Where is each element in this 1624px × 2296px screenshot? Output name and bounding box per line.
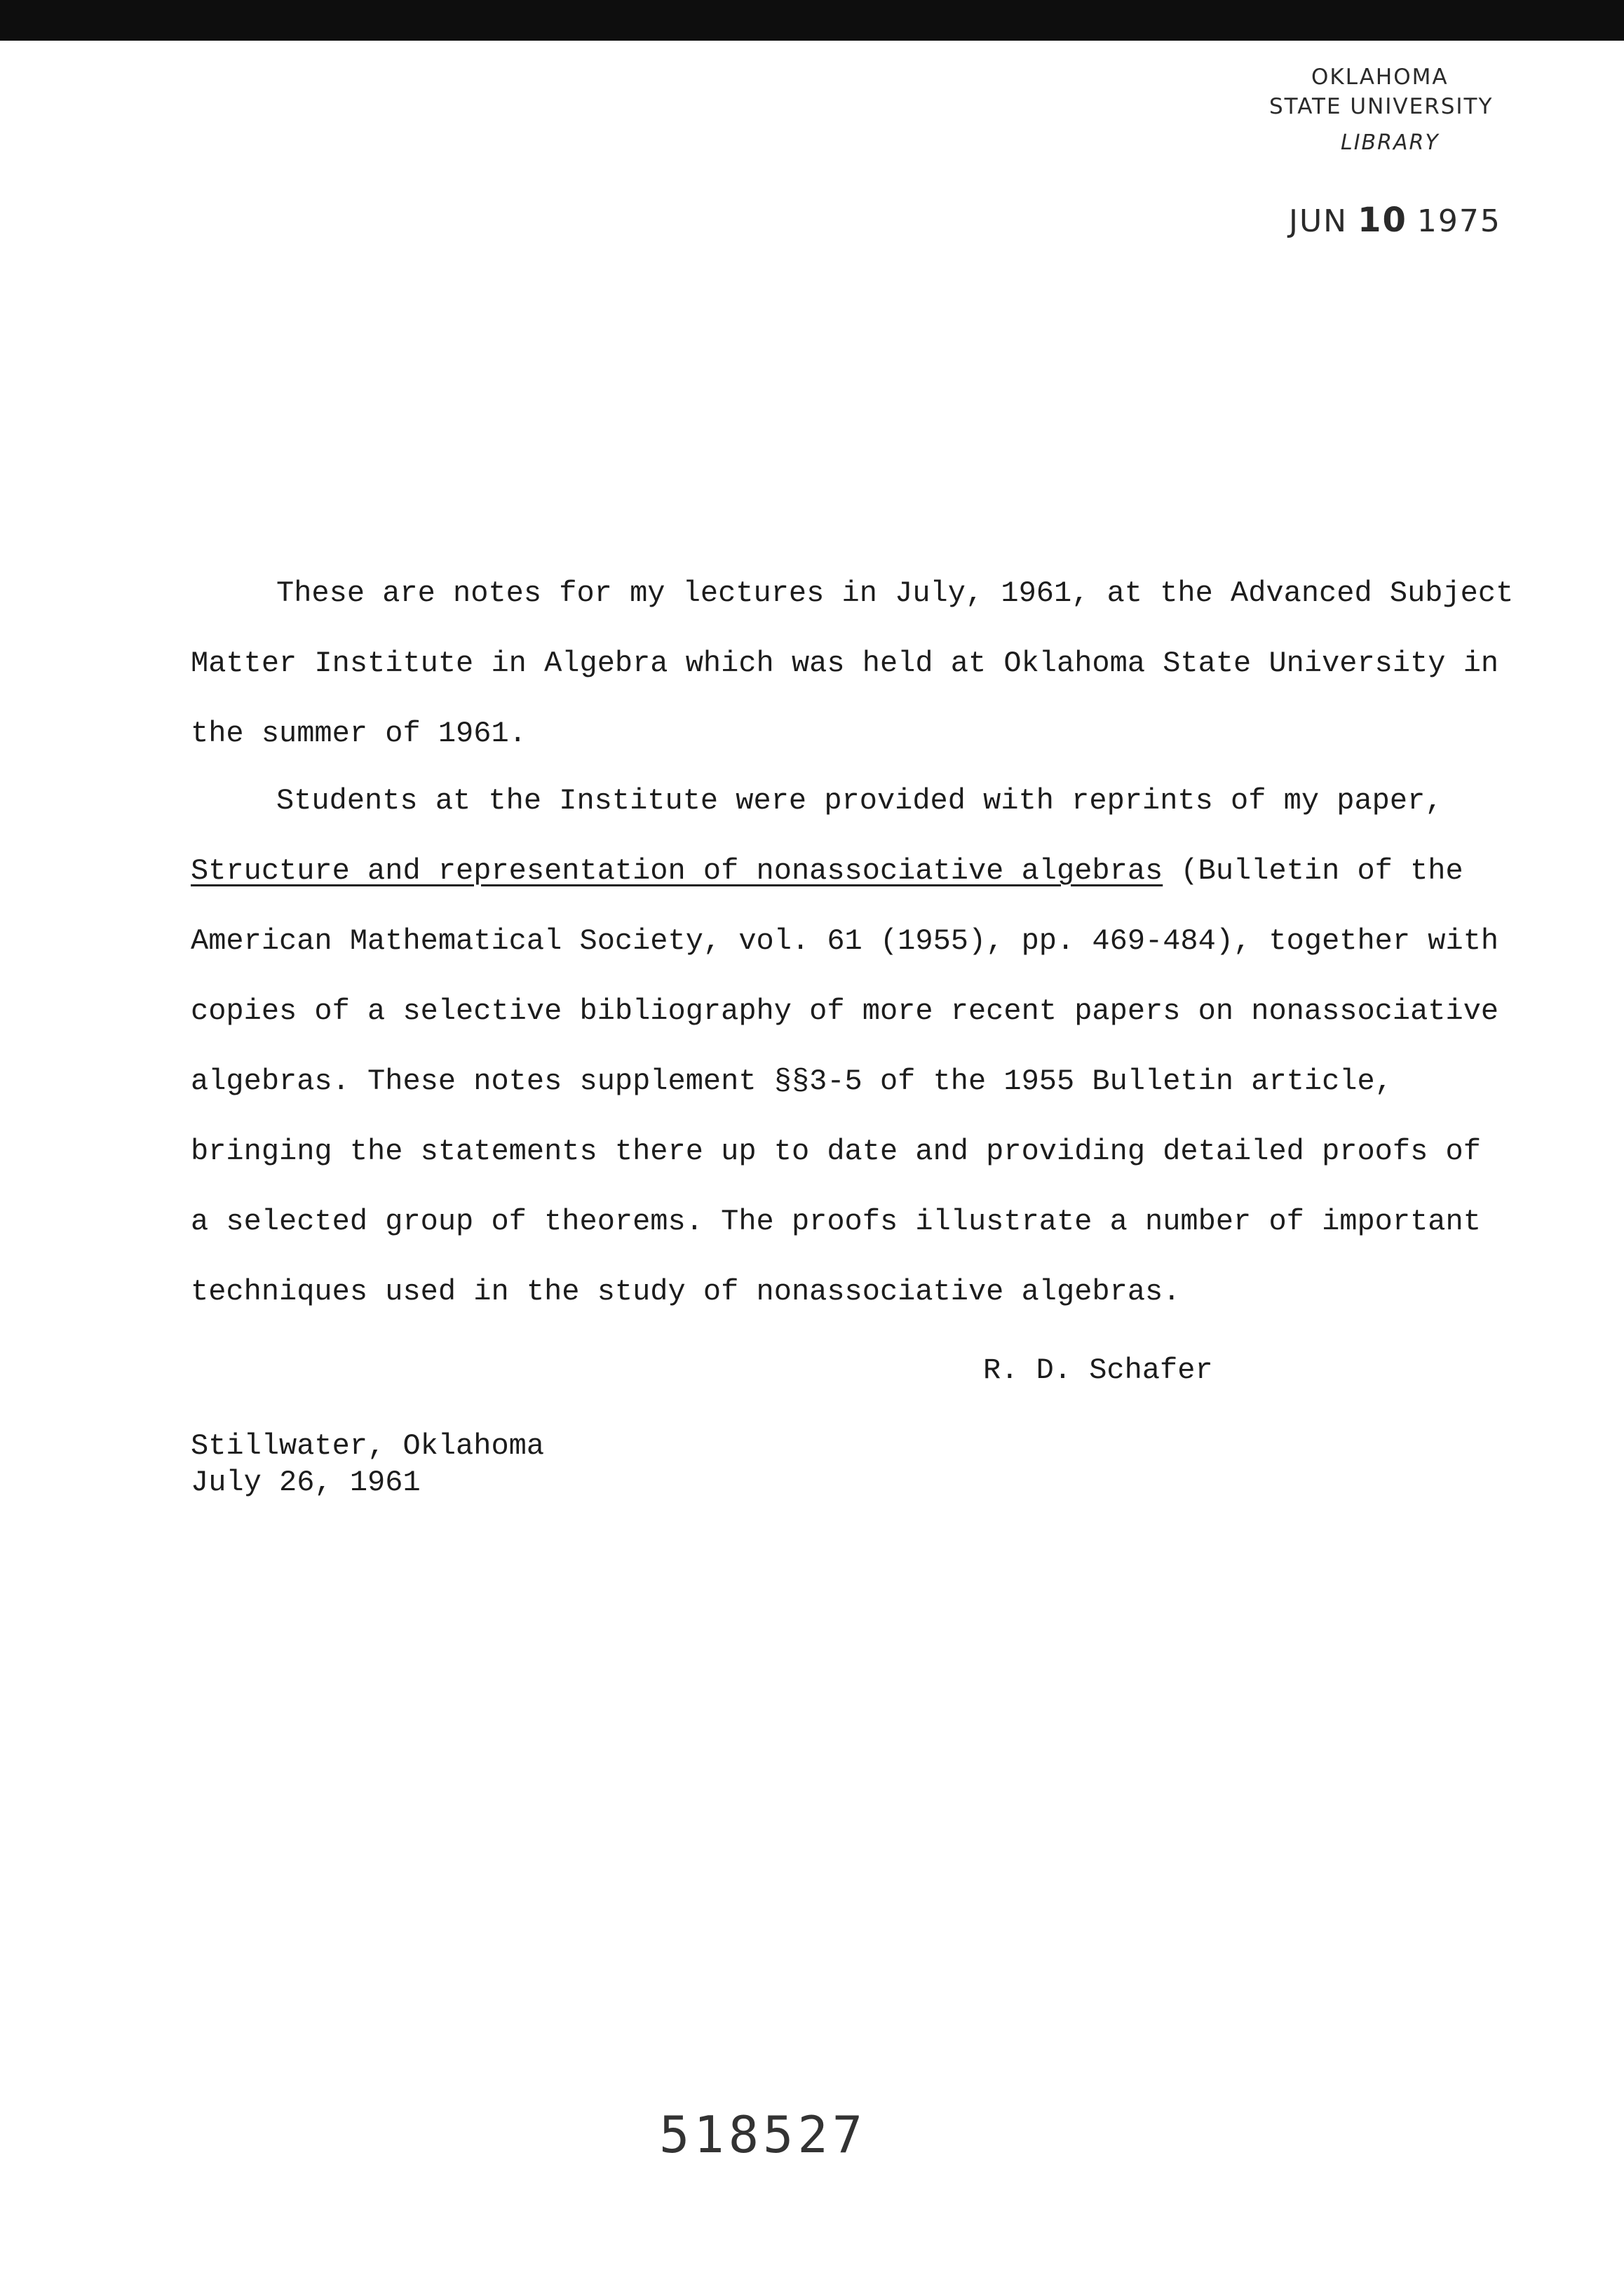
paragraph-line: algebras. These notes supplement §§3-5 of the 1955 Bulletin article,	[191, 1065, 1393, 1098]
date-stamp-month: JUN	[1289, 203, 1348, 239]
paragraph-line: a selected group of theorems. The proofs illustrate a number of important	[191, 1205, 1481, 1238]
paragraph-line: These are notes for my lectures in July, 1961, at the Advanced Subject	[276, 576, 1514, 610]
paper-title: Structure and representation of nonassociative algebras	[191, 854, 1163, 888]
date-stamp	[1289, 201, 1501, 240]
paragraph-intro	[191, 558, 1513, 769]
paragraph-reprints	[191, 766, 1442, 836]
accession-number: 518527	[659, 2105, 867, 2164]
place-and-date	[191, 1428, 544, 1501]
paragraph-line: Matter Institute in Algebra which was held at Oklahoma State University in	[191, 647, 1499, 680]
author-signature: R. D. Schafer	[983, 1353, 1213, 1387]
scan-top-border	[0, 0, 1624, 41]
library-stamp-line1: OKLAHOMA	[1311, 65, 1449, 90]
paragraph-line: techniques used in the study of nonassociative algebras.	[191, 1275, 1181, 1309]
paragraph-line: the summer of 1961.	[191, 717, 527, 750]
date: July 26, 1961	[191, 1466, 421, 1499]
date-stamp-year: 1975	[1416, 203, 1501, 239]
paragraph-line: bringing the statements there up to date and providing detailed proofs of	[191, 1135, 1481, 1168]
date-stamp-day: 10	[1358, 201, 1407, 240]
paragraph-line-rest: (Bulletin of the	[1163, 854, 1463, 888]
paragraph-line: copies of a selective bibliography of more recent papers on nonassociative	[191, 994, 1499, 1028]
library-stamp-line3: LIBRARY	[1341, 130, 1440, 155]
paragraph-line: American Mathematical Society, vol. 61 (1955), pp. 469-484), together with	[191, 924, 1499, 958]
place: Stillwater, Oklahoma	[191, 1429, 545, 1463]
paragraph-line: Students at the Institute were provided with reprints of my paper,	[276, 784, 1443, 818]
library-stamp-line2: STATE UNIVERSITY	[1269, 94, 1494, 119]
paragraph-reprints-cont	[191, 836, 1498, 1327]
paragraph-line	[191, 836, 1498, 906]
